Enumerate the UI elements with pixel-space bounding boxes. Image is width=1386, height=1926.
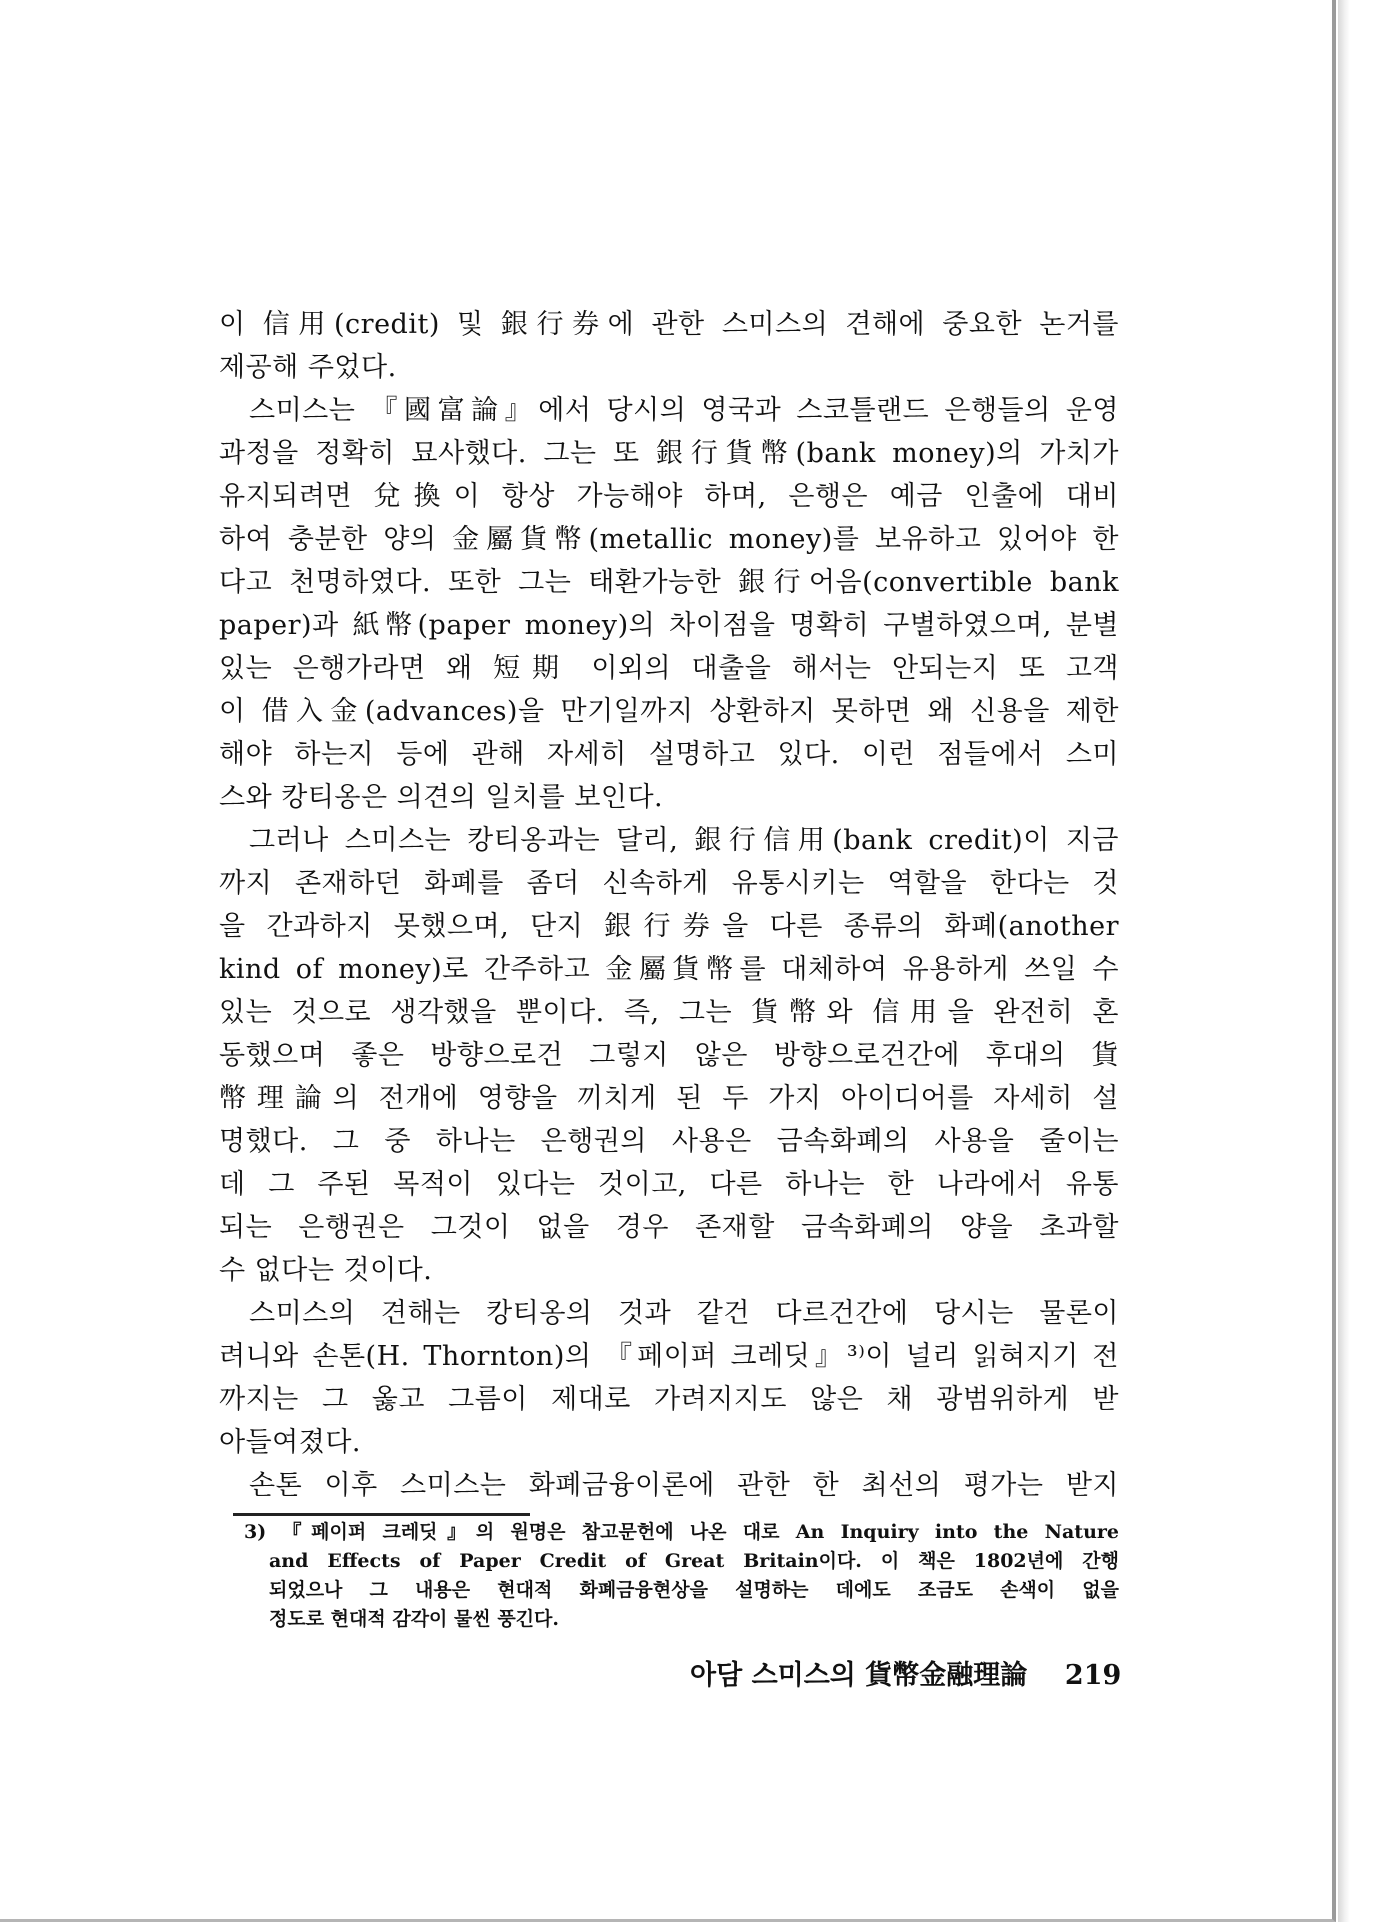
body-line: 수 없다는 것이다.	[219, 1255, 433, 1286]
body-line: 명했다. 그 중 하나는 은행권의 사용은 금속화폐의 사용을 줄이는	[219, 1126, 1119, 1157]
body-line: 있는 은행가라면 왜 短期 이외의 대출을 해서는 안되는지 또 고객	[219, 653, 1119, 684]
footnote-divider	[233, 1513, 530, 1516]
body-line: 려니와 손톤(H. Thornton)의 『페이퍼 크레딧』³⁾이 널리 읽혀지기 전	[219, 1341, 1119, 1372]
footnote-line: and Effects of Paper Credit of Great Britain이다. 이 책은 1802년에 간행	[269, 1550, 1119, 1572]
body-line: kind of money)로 간주하고 金屬貨幣를 대체하여 유용하게 쓰일 수	[219, 954, 1119, 985]
body-line: 그러나 스미스는 캉티옹과는 달리, 銀行信用(bank credit)이 지금	[249, 825, 1119, 856]
body-line: 동했으며 좋은 방향으로건 그렇지 않은 방향으로건간에 후대의 貨	[219, 1040, 1119, 1071]
page-number: 219	[1064, 1660, 1122, 1691]
body-line: 있는 것으로 생각했을 뿐이다. 즉, 그는 貨幣와 信用을 완전히 혼	[219, 997, 1119, 1028]
body-line: 을 간과하지 못했으며, 단지 銀行券을 다른 종류의 화폐(another	[219, 911, 1119, 942]
body-line: 스와 캉티옹은 의견의 일치를 보인다.	[219, 782, 664, 813]
body-line: 데 그 주된 목적이 있다는 것이고, 다른 하나는 한 나라에서 유통	[219, 1169, 1119, 1200]
page-edge-shadow	[1338, 0, 1350, 1922]
body-line: 幣理論의 전개에 영향을 끼치게 된 두 가지 아이디어를 자세히 설	[219, 1083, 1119, 1114]
body-line: paper)과 紙幣(paper money)의 차이점을 명확히 구별하였으며, 분별	[219, 610, 1119, 641]
footnote-line: 되었으나 그 내용은 현대적 화폐금융현상을 설명하는 데에도 조금도 손색이 없을	[269, 1579, 1119, 1601]
main-body-text	[219, 303, 1119, 1507]
footnote-line: 정도로 현대적 감각이 물씬 풍긴다.	[269, 1608, 560, 1630]
body-line: 아들여졌다.	[219, 1427, 361, 1458]
footnote-block	[244, 1518, 1119, 1634]
body-line: 손톤 이후 스미스는 화폐금융이론에 관한 한 최선의 평가는 받지	[249, 1470, 1119, 1501]
body-line: 스미스는 『國富論』에서 당시의 영국과 스코틀랜드 은행들의 운영	[249, 395, 1119, 426]
body-line: 까지는 그 옳고 그름이 제대로 가려지지도 않은 채 광범위하게 받	[219, 1384, 1119, 1415]
body-line: 되는 은행권은 그것이 없을 경우 존재할 금속화폐의 양을 초과할	[219, 1212, 1119, 1243]
body-line: 다고 천명하였다. 또한 그는 태환가능한 銀行어음(convertible bank	[219, 567, 1119, 598]
running-title: 아담 스미스의 貨幣金融理論	[690, 1660, 1028, 1691]
body-line: 제공해 주었다.	[219, 352, 397, 383]
body-line: 하여 충분한 양의 金屬貨幣(metallic money)를 보유하고 있어야 한	[219, 524, 1119, 555]
body-line: 해야 하는지 등에 관해 자세히 설명하고 있다. 이런 점들에서 스미	[219, 739, 1119, 770]
body-line: 과정을 정확히 묘사했다. 그는 또 銀行貨幣(bank money)의 가치가	[219, 438, 1119, 469]
body-line: 까지 존재하던 화폐를 좀더 신속하게 유통시키는 역할을 한다는 것	[219, 868, 1119, 899]
body-line: 이 信用(credit) 및 銀行券에 관한 스미스의 견해에 중요한 논거를	[219, 309, 1119, 340]
running-footer	[690, 1658, 1122, 1694]
body-line: 이 借入金(advances)을 만기일까지 상환하지 못하면 왜 신용을 제한	[219, 696, 1119, 727]
footnote-line: 3) 『페이퍼 크레딧』의 원명은 참고문헌에 나온 대로 An Inquiry into the Nature	[244, 1521, 1119, 1543]
body-line: 스미스의 견해는 캉티옹의 것과 같건 다르건간에 당시는 물론이	[249, 1298, 1119, 1329]
body-line: 유지되려면 兌換이 항상 가능해야 하며, 은행은 예금 인출에 대비	[219, 481, 1119, 512]
